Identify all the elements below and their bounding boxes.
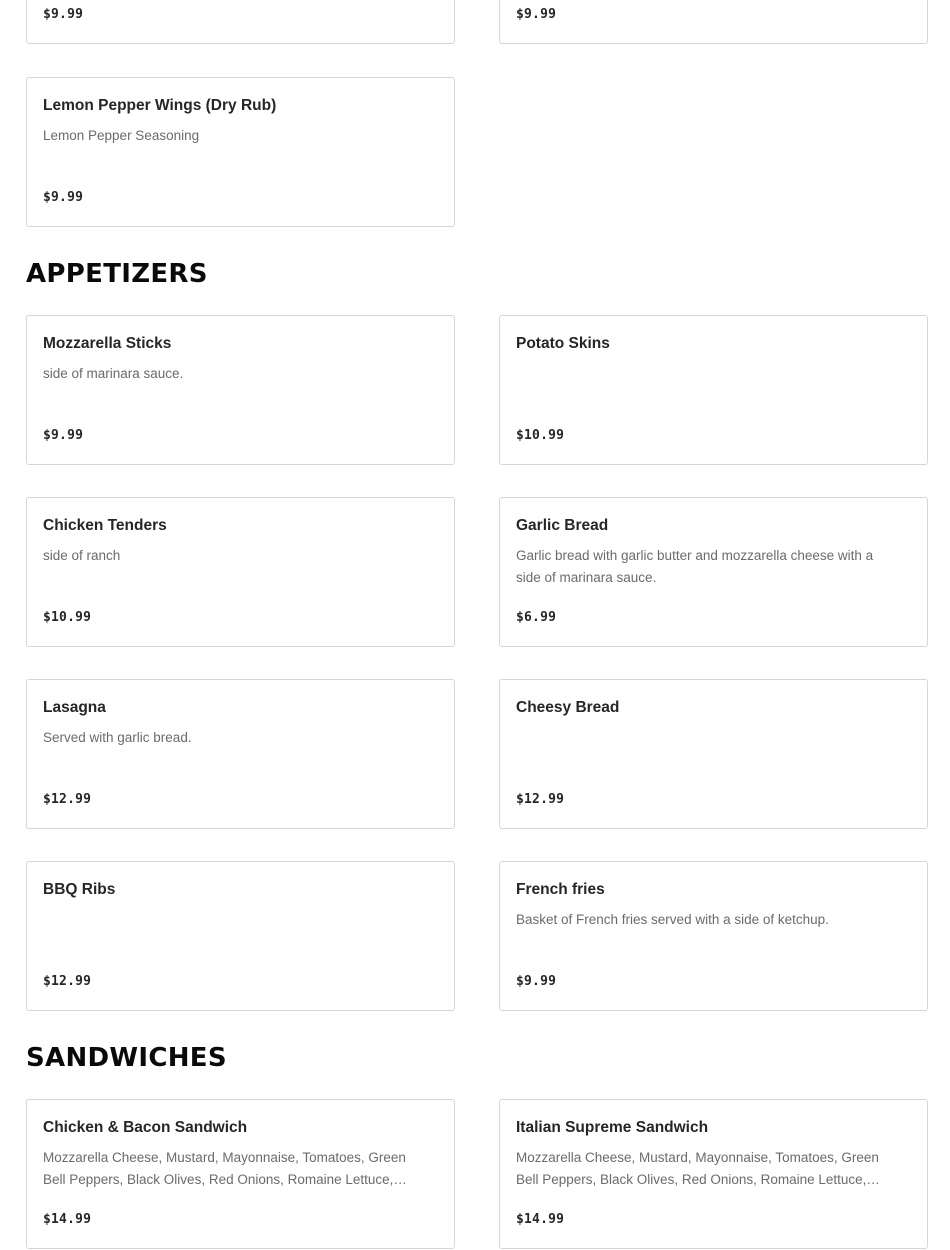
- item-description: Lemon Pepper Seasoning: [43, 128, 200, 143]
- item-name: BBQ Ribs: [43, 881, 116, 898]
- item-name: Chicken & Bacon Sandwich: [43, 1119, 248, 1136]
- menu-item-card[interactable]: [499, 0, 928, 44]
- item-name: Chicken Tenders: [43, 517, 167, 534]
- item-description: side of ranch: [43, 548, 121, 563]
- item-description: Garlic bread with garlic butter and mozzarella cheese with a side of marinara sauce.: [516, 548, 874, 585]
- item-name: Italian Supreme Sandwich: [516, 1119, 709, 1136]
- menu-item-card[interactable]: [499, 679, 928, 829]
- item-price: $9.99: [516, 974, 557, 989]
- item-price: $12.99: [43, 792, 92, 807]
- menu-item-card[interactable]: [499, 497, 928, 647]
- item-price: $9.99: [43, 428, 84, 443]
- menu-item-card[interactable]: [26, 679, 455, 829]
- menu-item-card[interactable]: [26, 1099, 455, 1249]
- section-title-sandwiches: SANDWICHES: [26, 1043, 227, 1073]
- item-description: Mozzarella Cheese, Mustard, Mayonnaise, Tomatoes, Green Bell Peppers, Black Olives, Red Onions, Romaine Lettuce,…: [43, 1150, 407, 1187]
- item-price: $9.99: [43, 7, 84, 22]
- item-name: Lasagna: [43, 699, 106, 716]
- menu-item-card[interactable]: [26, 861, 455, 1011]
- item-price: $12.99: [516, 792, 565, 807]
- item-description: side of marinara sauce.: [43, 366, 184, 381]
- menu-item-card[interactable]: [26, 0, 455, 44]
- item-price: $10.99: [516, 428, 565, 443]
- item-name: Cheesy Bread: [516, 699, 620, 716]
- section-title-appetizers: APPETIZERS: [26, 259, 208, 289]
- item-price: $10.99: [43, 610, 92, 625]
- menu-item-card[interactable]: [26, 315, 455, 465]
- item-price: $6.99: [516, 610, 557, 625]
- item-name: Potato Skins: [516, 335, 610, 352]
- menu-item-card[interactable]: [26, 77, 455, 227]
- item-price: $9.99: [516, 7, 557, 22]
- item-price: $12.99: [43, 974, 92, 989]
- item-description: Served with garlic bread.: [43, 730, 192, 745]
- item-name: French fries: [516, 881, 605, 898]
- item-description: Basket of French fries served with a side of ketchup.: [516, 912, 829, 927]
- menu-item-card[interactable]: [499, 861, 928, 1011]
- item-name: Lemon Pepper Wings (Dry Rub): [43, 97, 277, 114]
- item-price: $9.99: [43, 190, 84, 205]
- menu-item-card[interactable]: [26, 497, 455, 647]
- item-name: Garlic Bread: [516, 517, 609, 534]
- menu-item-card[interactable]: [499, 315, 928, 465]
- item-name: Mozzarella Sticks: [43, 335, 172, 352]
- item-description: Mozzarella Cheese, Mustard, Mayonnaise, Tomatoes, Green Bell Peppers, Black Olives, Red Onions, Romaine Lettuce,…: [516, 1150, 880, 1187]
- menu-item-card[interactable]: [499, 1099, 928, 1249]
- item-price: $14.99: [43, 1212, 92, 1227]
- item-price: $14.99: [516, 1212, 565, 1227]
